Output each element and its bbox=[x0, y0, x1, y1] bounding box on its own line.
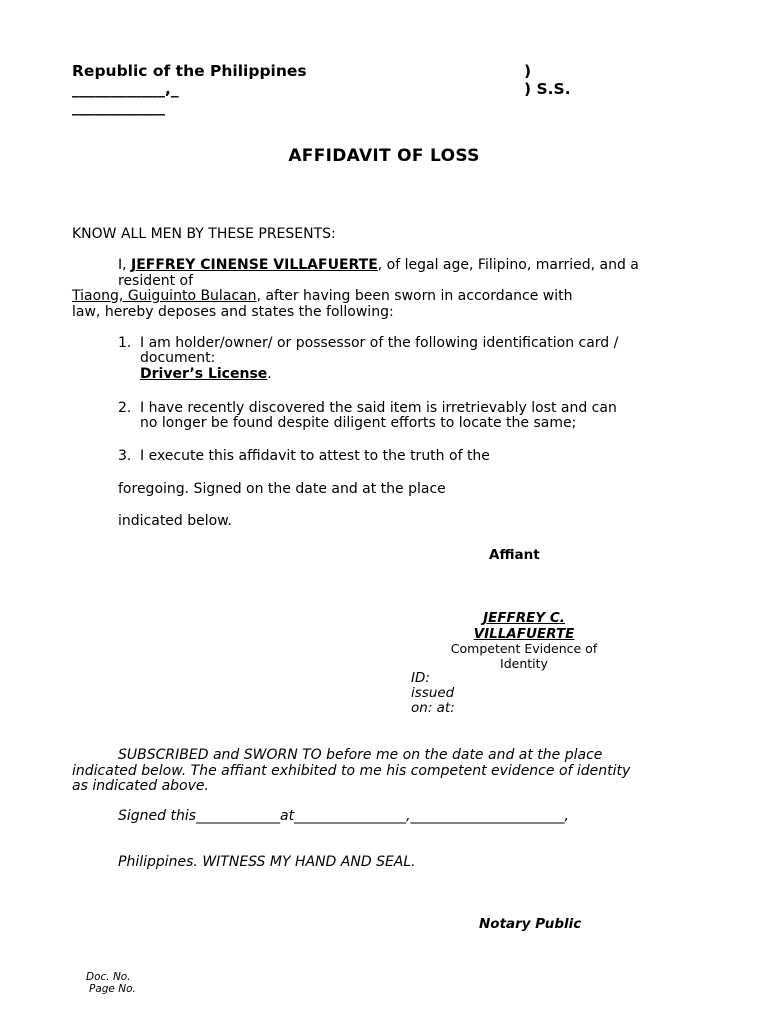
republic-header: Republic of the Philippines bbox=[72, 62, 307, 80]
page-no-label: Page No. bbox=[89, 983, 136, 995]
notary-public-label: Notary Public bbox=[479, 916, 582, 932]
intro-suffix: , of legal age, Filipino, married, and a bbox=[377, 257, 639, 273]
evidence-line-2: Identity bbox=[500, 656, 548, 671]
signed-this-line: Signed this____________at________________,______________________, bbox=[118, 808, 570, 824]
intro-line-1 bbox=[118, 257, 639, 273]
issued-label: issued bbox=[411, 685, 455, 701]
venue-blank-line-2: ____________ bbox=[72, 98, 165, 116]
ss-label: ) S.S. bbox=[524, 80, 571, 98]
witness-line: Philippines. WITNESS MY HAND AND SEAL. bbox=[118, 854, 416, 870]
jurat-line-2: indicated below. The affiant exhibited to me his competent evidence of identity bbox=[72, 763, 631, 779]
page-title: AFFIDAVIT OF LOSS bbox=[288, 146, 480, 166]
affiant-full-name: JEFFREY CINENSE VILLAFUERTE bbox=[131, 257, 378, 273]
item-1-document bbox=[140, 366, 272, 382]
opening-line: KNOW ALL MEN BY THESE PRESENTS: bbox=[72, 226, 336, 242]
item-2-line-2: no longer be found despite diligent efforts to locate the same; bbox=[140, 415, 577, 431]
intro-line-2: resident of bbox=[118, 273, 194, 289]
item-3-number: 3. bbox=[118, 448, 132, 464]
venue-paren: ) bbox=[524, 62, 532, 80]
item-1-number: 1. bbox=[118, 335, 132, 351]
item-1-line-1: I am holder/owner/ or possessor of the following identification card / bbox=[140, 335, 619, 351]
affiant-address: Tiaong, Guiguinto Bulacan bbox=[72, 288, 257, 304]
id-label: ID: bbox=[411, 670, 430, 686]
affiant-name-line-2: VILLAFUERTE bbox=[473, 626, 575, 642]
item-1-period: . bbox=[267, 366, 272, 382]
intro-line-3 bbox=[72, 288, 573, 304]
item-2-line-1: I have recently discovered the said item is irretrievably lost and can bbox=[140, 400, 617, 416]
item-3-line-2: foregoing. Signed on the date and at the place bbox=[118, 481, 446, 497]
item-3-line-3: indicated below. bbox=[118, 513, 232, 529]
intro-line-3-suffix: , after having been sworn in accordance with bbox=[256, 288, 573, 304]
venue-blank-line: ____________,_ bbox=[72, 80, 179, 98]
item-3-line-1: I execute this affidavit to attest to the truth of the bbox=[140, 448, 490, 464]
issued-on-at-label: on: at: bbox=[411, 700, 455, 716]
jurat-line-1: SUBSCRIBED and SWORN TO before me on the date and at the place bbox=[118, 747, 603, 763]
item-2-number: 2. bbox=[118, 400, 132, 416]
affiant-label: Affiant bbox=[489, 547, 540, 563]
item-1-line-2: document: bbox=[140, 350, 216, 366]
affiant-name-line-1: JEFFREY C. bbox=[483, 610, 565, 626]
lost-document-name: Driver’s License bbox=[140, 366, 268, 382]
jurat-line-3: as indicated above. bbox=[72, 778, 209, 794]
doc-no-label: Doc. No. bbox=[86, 971, 131, 983]
intro-prefix: I, bbox=[118, 257, 132, 273]
intro-line-4: law, hereby deposes and states the following: bbox=[72, 304, 394, 320]
evidence-line-1: Competent Evidence of bbox=[450, 641, 598, 656]
